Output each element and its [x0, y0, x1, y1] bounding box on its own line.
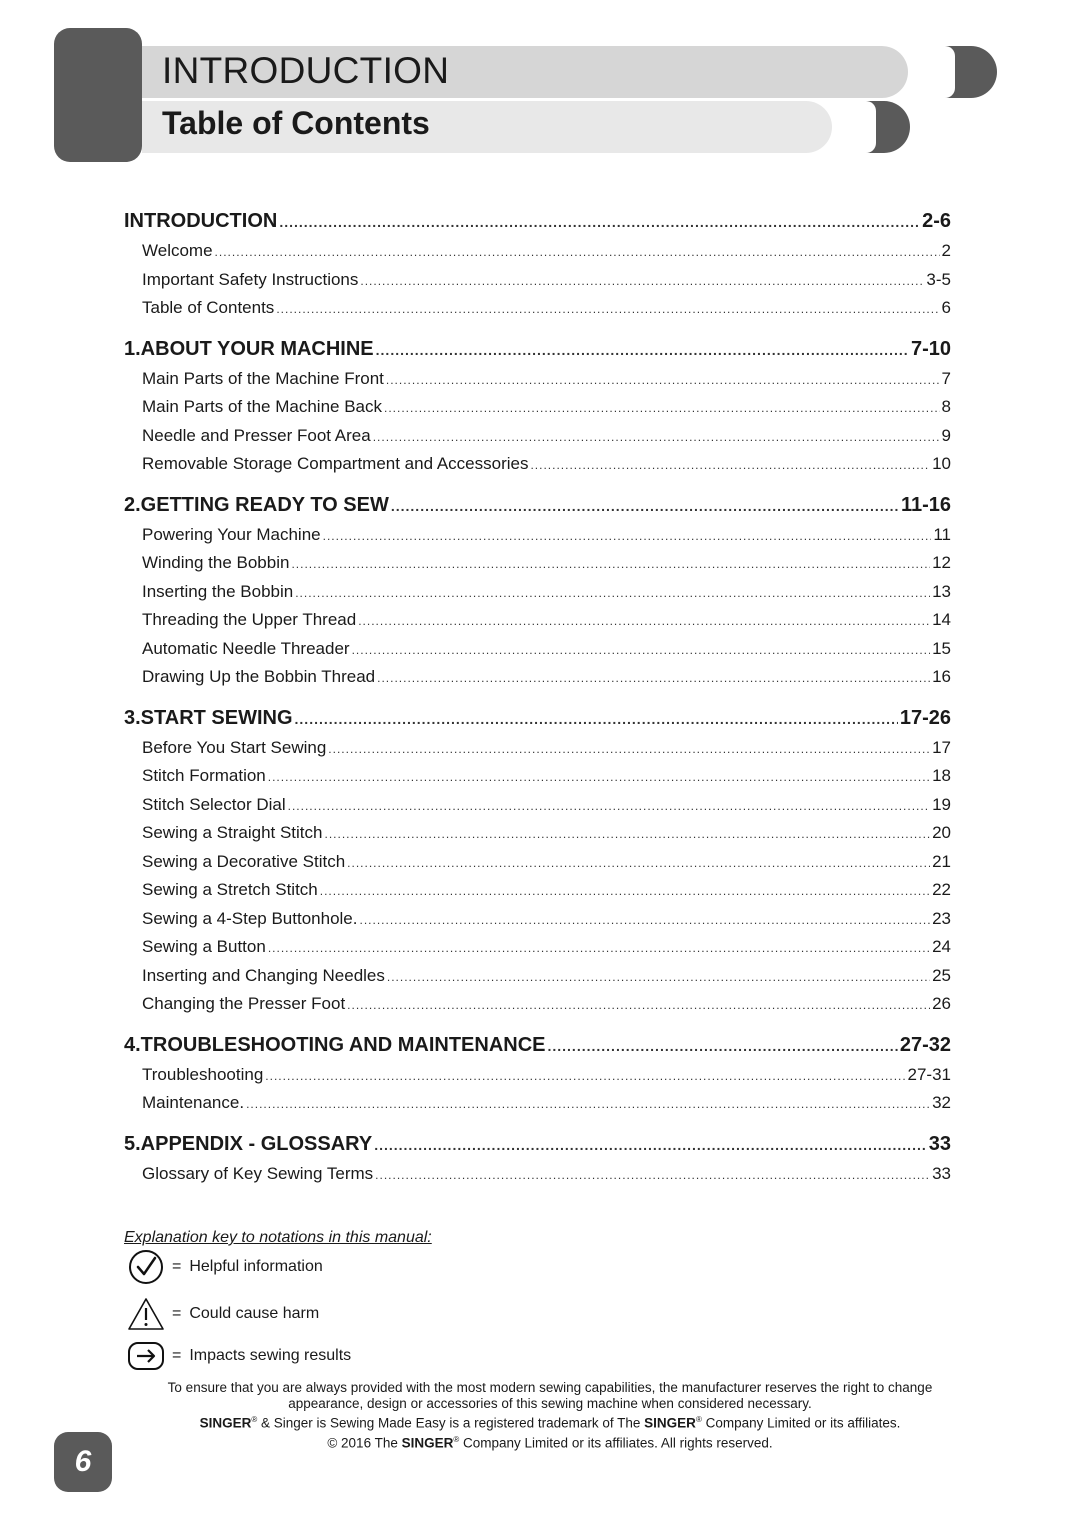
toc-leader-dots — [384, 394, 940, 422]
toc-leader-dots — [347, 991, 930, 1019]
toc-leader-dots — [215, 238, 940, 266]
toc-chapter-entry[interactable] — [124, 205, 951, 237]
toc-leader-dots — [391, 490, 899, 521]
footer-text: © 2016 The — [327, 1435, 402, 1450]
toc-entry-label: Needle and Presser Foot Area — [142, 425, 371, 445]
toc-entry-page: 27-31 — [907, 1064, 951, 1084]
footer-text: Company Limited or its affiliates. All rights reserved. — [459, 1435, 773, 1450]
toc-entry[interactable] — [124, 635, 951, 664]
registered-mark: ® — [695, 1415, 702, 1424]
toc-entry[interactable] — [124, 762, 951, 791]
toc-entry-label: Before You Start Sewing — [142, 737, 327, 757]
toc-chapter-title: 2.GETTING READY TO SEW — [124, 493, 389, 516]
toc-entry[interactable] — [124, 450, 951, 479]
toc-entry-label: Sewing a 4-Step Buttonhole. — [142, 908, 358, 928]
toc-leader-dots — [358, 607, 930, 635]
toc-chapter-entry[interactable] — [124, 489, 951, 521]
toc-chapter-entry[interactable] — [124, 333, 951, 365]
toc-entry-label: Maintenance. — [142, 1093, 245, 1112]
footer-copyright — [120, 1432, 980, 1452]
toc-leader-dots — [374, 1129, 927, 1160]
toc-section — [124, 205, 951, 323]
toc-entry[interactable] — [124, 905, 951, 934]
toc-entry-label: Sewing a Straight Stitch — [142, 823, 323, 842]
toc-entry-page: 16 — [932, 667, 951, 686]
toc-leader-dots — [295, 703, 898, 734]
key-row-harm — [126, 1296, 319, 1332]
toc-chapter-entry[interactable] — [124, 702, 951, 734]
header-title-cap — [945, 46, 997, 98]
toc-entry-label: Stitch Formation — [142, 766, 266, 785]
toc-entry-label: Glossary of Key Sewing Terms — [142, 1163, 374, 1183]
brand-name: SINGER — [644, 1415, 696, 1431]
toc-leader-dots — [547, 1030, 897, 1061]
key-text: Helpful information — [189, 1258, 323, 1275]
toc-entry[interactable] — [124, 237, 951, 266]
toc-section — [124, 333, 951, 479]
toc-entry-label: Inserting the Bobbin — [142, 581, 294, 601]
toc-leader-dots — [288, 792, 930, 820]
toc-entry-label: Sewing a Button — [142, 937, 266, 956]
toc-section — [124, 702, 951, 1019]
toc-leader-dots — [373, 423, 940, 451]
toc-chapter-title: 1.ABOUT YOUR MACHINE — [124, 337, 374, 360]
toc-entry[interactable] — [124, 365, 951, 394]
toc-entry-page: 18 — [932, 766, 951, 785]
toc-entry[interactable] — [124, 393, 951, 422]
toc-entry-label: Important Safety Instructions — [142, 269, 359, 289]
toc-entry-page: 21 — [932, 851, 951, 871]
toc-entry-label: Sewing a Stretch Stitch — [142, 880, 318, 899]
toc-entry[interactable] — [124, 606, 951, 635]
toc-entry[interactable] — [124, 848, 951, 877]
toc-entry-page: 10 — [932, 454, 951, 473]
toc-entry-page: 8 — [941, 397, 951, 416]
toc-entry[interactable] — [124, 990, 951, 1019]
toc-entry[interactable] — [124, 578, 951, 607]
toc-entry-page: 24 — [932, 937, 951, 956]
toc-leader-dots — [530, 451, 930, 479]
toc-entry-page: 12 — [932, 553, 951, 572]
toc-entry-label: Changing the Presser Foot — [142, 994, 346, 1013]
toc-leader-dots — [268, 763, 930, 791]
footer-line: To ensure that you are always provided with the most modern sewing capabilities, the manufacturer reserves the right to change — [167, 1380, 933, 1395]
toc-leader-dots — [386, 366, 940, 394]
toc-section — [124, 1128, 951, 1189]
registered-mark: ® — [453, 1434, 460, 1444]
toc-entry-page: 19 — [932, 794, 951, 814]
footer-text: Company Limited or its affiliates. — [701, 1415, 901, 1431]
key-row-results — [126, 1338, 351, 1374]
toc-entry[interactable] — [124, 663, 951, 692]
arrow-box-icon — [126, 1338, 166, 1374]
toc-chapter-pages: 11-16 — [900, 493, 951, 516]
toc-chapter-pages: 7-10 — [910, 337, 951, 360]
toc-entry-label: Sewing a Decorative Stitch — [142, 851, 346, 871]
toc-entry-page: 9 — [941, 425, 951, 445]
toc-entry[interactable] — [124, 521, 951, 550]
toc-entry-label: Inserting and Changing Needles — [142, 965, 385, 985]
toc-entry[interactable] — [124, 819, 951, 848]
toc-entry-label: Removable Storage Compartment and Accessories — [142, 454, 529, 473]
toc-leader-dots — [265, 1062, 905, 1090]
toc-chapter-pages: 27-32 — [899, 1033, 951, 1056]
toc-entry-page: 7 — [941, 368, 951, 388]
toc-entry-page: 17 — [932, 737, 951, 757]
toc-chapter-pages: 2-6 — [922, 210, 951, 232]
footer-disclaimer — [120, 1380, 980, 1451]
toc-entry-label: Stitch Selector Dial — [142, 794, 286, 814]
toc-entry[interactable] — [124, 1160, 951, 1189]
toc-entry-page: 14 — [932, 610, 951, 629]
toc-entry[interactable] — [124, 876, 951, 905]
toc-leader-dots — [320, 877, 930, 905]
toc-entry-label: Troubleshooting — [142, 1064, 264, 1084]
toc-leader-dots — [323, 522, 932, 550]
toc-entry-page: 26 — [932, 994, 951, 1013]
toc-entry[interactable] — [124, 549, 951, 578]
toc-section — [124, 1029, 951, 1118]
check-circle-icon — [126, 1249, 166, 1285]
toc-chapter-title: 5.APPENDIX - GLOSSARY — [124, 1132, 373, 1155]
toc-entry-page: 11 — [933, 524, 951, 544]
toc-leader-dots — [347, 849, 930, 877]
toc-entry-label: Winding the Bobbin — [142, 553, 290, 572]
table-of-contents — [124, 205, 951, 1198]
toc-chapter-pages: 17-26 — [899, 706, 951, 729]
toc-entry-label: Main Parts of the Machine Back — [142, 397, 383, 416]
toc-entry-page: 32 — [932, 1093, 951, 1112]
toc-leader-dots — [376, 334, 909, 365]
toc-leader-dots — [328, 735, 930, 763]
toc-entry-page: 15 — [932, 638, 951, 658]
key-row-helpful — [126, 1249, 323, 1285]
toc-leader-dots — [291, 550, 930, 578]
footer-line: appearance, design or accessories of this sewing machine when considered necessary. — [288, 1396, 812, 1411]
header-tab-block — [54, 28, 142, 162]
toc-entry-page: 20 — [932, 823, 951, 842]
toc-leader-dots — [246, 1090, 930, 1118]
footer-trademark — [120, 1412, 980, 1432]
toc-entry-page: 23 — [932, 908, 951, 928]
toc-chapter-pages: 33 — [928, 1132, 951, 1155]
registered-mark: ® — [251, 1415, 258, 1424]
toc-leader-dots — [268, 934, 930, 962]
toc-entry-label: Main Parts of the Machine Front — [142, 368, 384, 388]
toc-entry-label: Drawing Up the Bobbin Thread — [142, 667, 376, 686]
toc-entry[interactable] — [124, 933, 951, 962]
toc-entry[interactable] — [124, 1089, 951, 1118]
toc-leader-dots — [352, 636, 931, 664]
key-text: Could cause harm — [189, 1305, 320, 1322]
toc-entry[interactable] — [124, 422, 951, 451]
page-number: 6 — [54, 1432, 112, 1492]
toc-leader-dots — [387, 963, 930, 991]
toc-leader-dots — [377, 664, 930, 692]
brand-name: SINGER — [401, 1435, 454, 1450]
toc-entry-page: 2 — [941, 241, 951, 260]
toc-entry-label: Threading the Upper Thread — [142, 610, 357, 629]
toc-entry[interactable] — [124, 791, 951, 820]
toc-leader-dots — [359, 906, 930, 934]
toc-entry-page: 33 — [932, 1163, 951, 1183]
toc-entry-label: Automatic Needle Threader — [142, 638, 350, 658]
key-text: Impacts sewing results — [189, 1347, 352, 1364]
toc-entry-page: 22 — [932, 880, 951, 899]
toc-leader-dots — [276, 295, 939, 323]
toc-chapter-title: 3.START SEWING — [124, 706, 293, 729]
warning-triangle-icon — [126, 1296, 166, 1332]
toc-entry-label: Powering Your Machine — [142, 524, 321, 544]
toc-entry[interactable] — [124, 294, 951, 323]
toc-entry-page: 13 — [932, 581, 951, 601]
toc-entry[interactable] — [124, 962, 951, 991]
toc-entry[interactable] — [124, 1061, 951, 1090]
key-equals: = — [172, 1347, 182, 1364]
key-title: Explanation key to notations in this manual: — [124, 1229, 432, 1246]
toc-entry-label: Table of Contents — [142, 298, 275, 317]
footer-text: & Singer is Sewing Made Easy is a registered trademark of The — [257, 1415, 645, 1431]
toc-section — [124, 489, 951, 692]
key-equals: = — [172, 1258, 182, 1275]
toc-chapter-title: 4.TROUBLESHOOTING AND MAINTENANCE — [124, 1033, 546, 1056]
header-subtitle-cap — [866, 101, 910, 153]
toc-entry[interactable] — [124, 734, 951, 763]
toc-leader-dots — [324, 820, 930, 848]
toc-leader-dots — [295, 579, 930, 607]
toc-leader-dots — [279, 206, 920, 237]
key-equals: = — [172, 1305, 182, 1322]
toc-chapter-entry[interactable] — [124, 1029, 951, 1061]
toc-entry-page: 3-5 — [926, 269, 951, 289]
page-title: INTRODUCTION — [162, 50, 450, 91]
brand-name: SINGER — [199, 1415, 252, 1431]
toc-entry-label: Welcome — [142, 241, 213, 260]
toc-entry-page: 6 — [941, 298, 951, 317]
toc-entry[interactable] — [124, 266, 951, 295]
toc-leader-dots — [375, 1161, 930, 1189]
toc-chapter-entry[interactable] — [124, 1128, 951, 1160]
toc-leader-dots — [360, 267, 924, 295]
toc-chapter-title: INTRODUCTION — [124, 210, 278, 232]
toc-entry-page: 25 — [932, 965, 951, 985]
page-subtitle: Table of Contents — [162, 105, 430, 141]
